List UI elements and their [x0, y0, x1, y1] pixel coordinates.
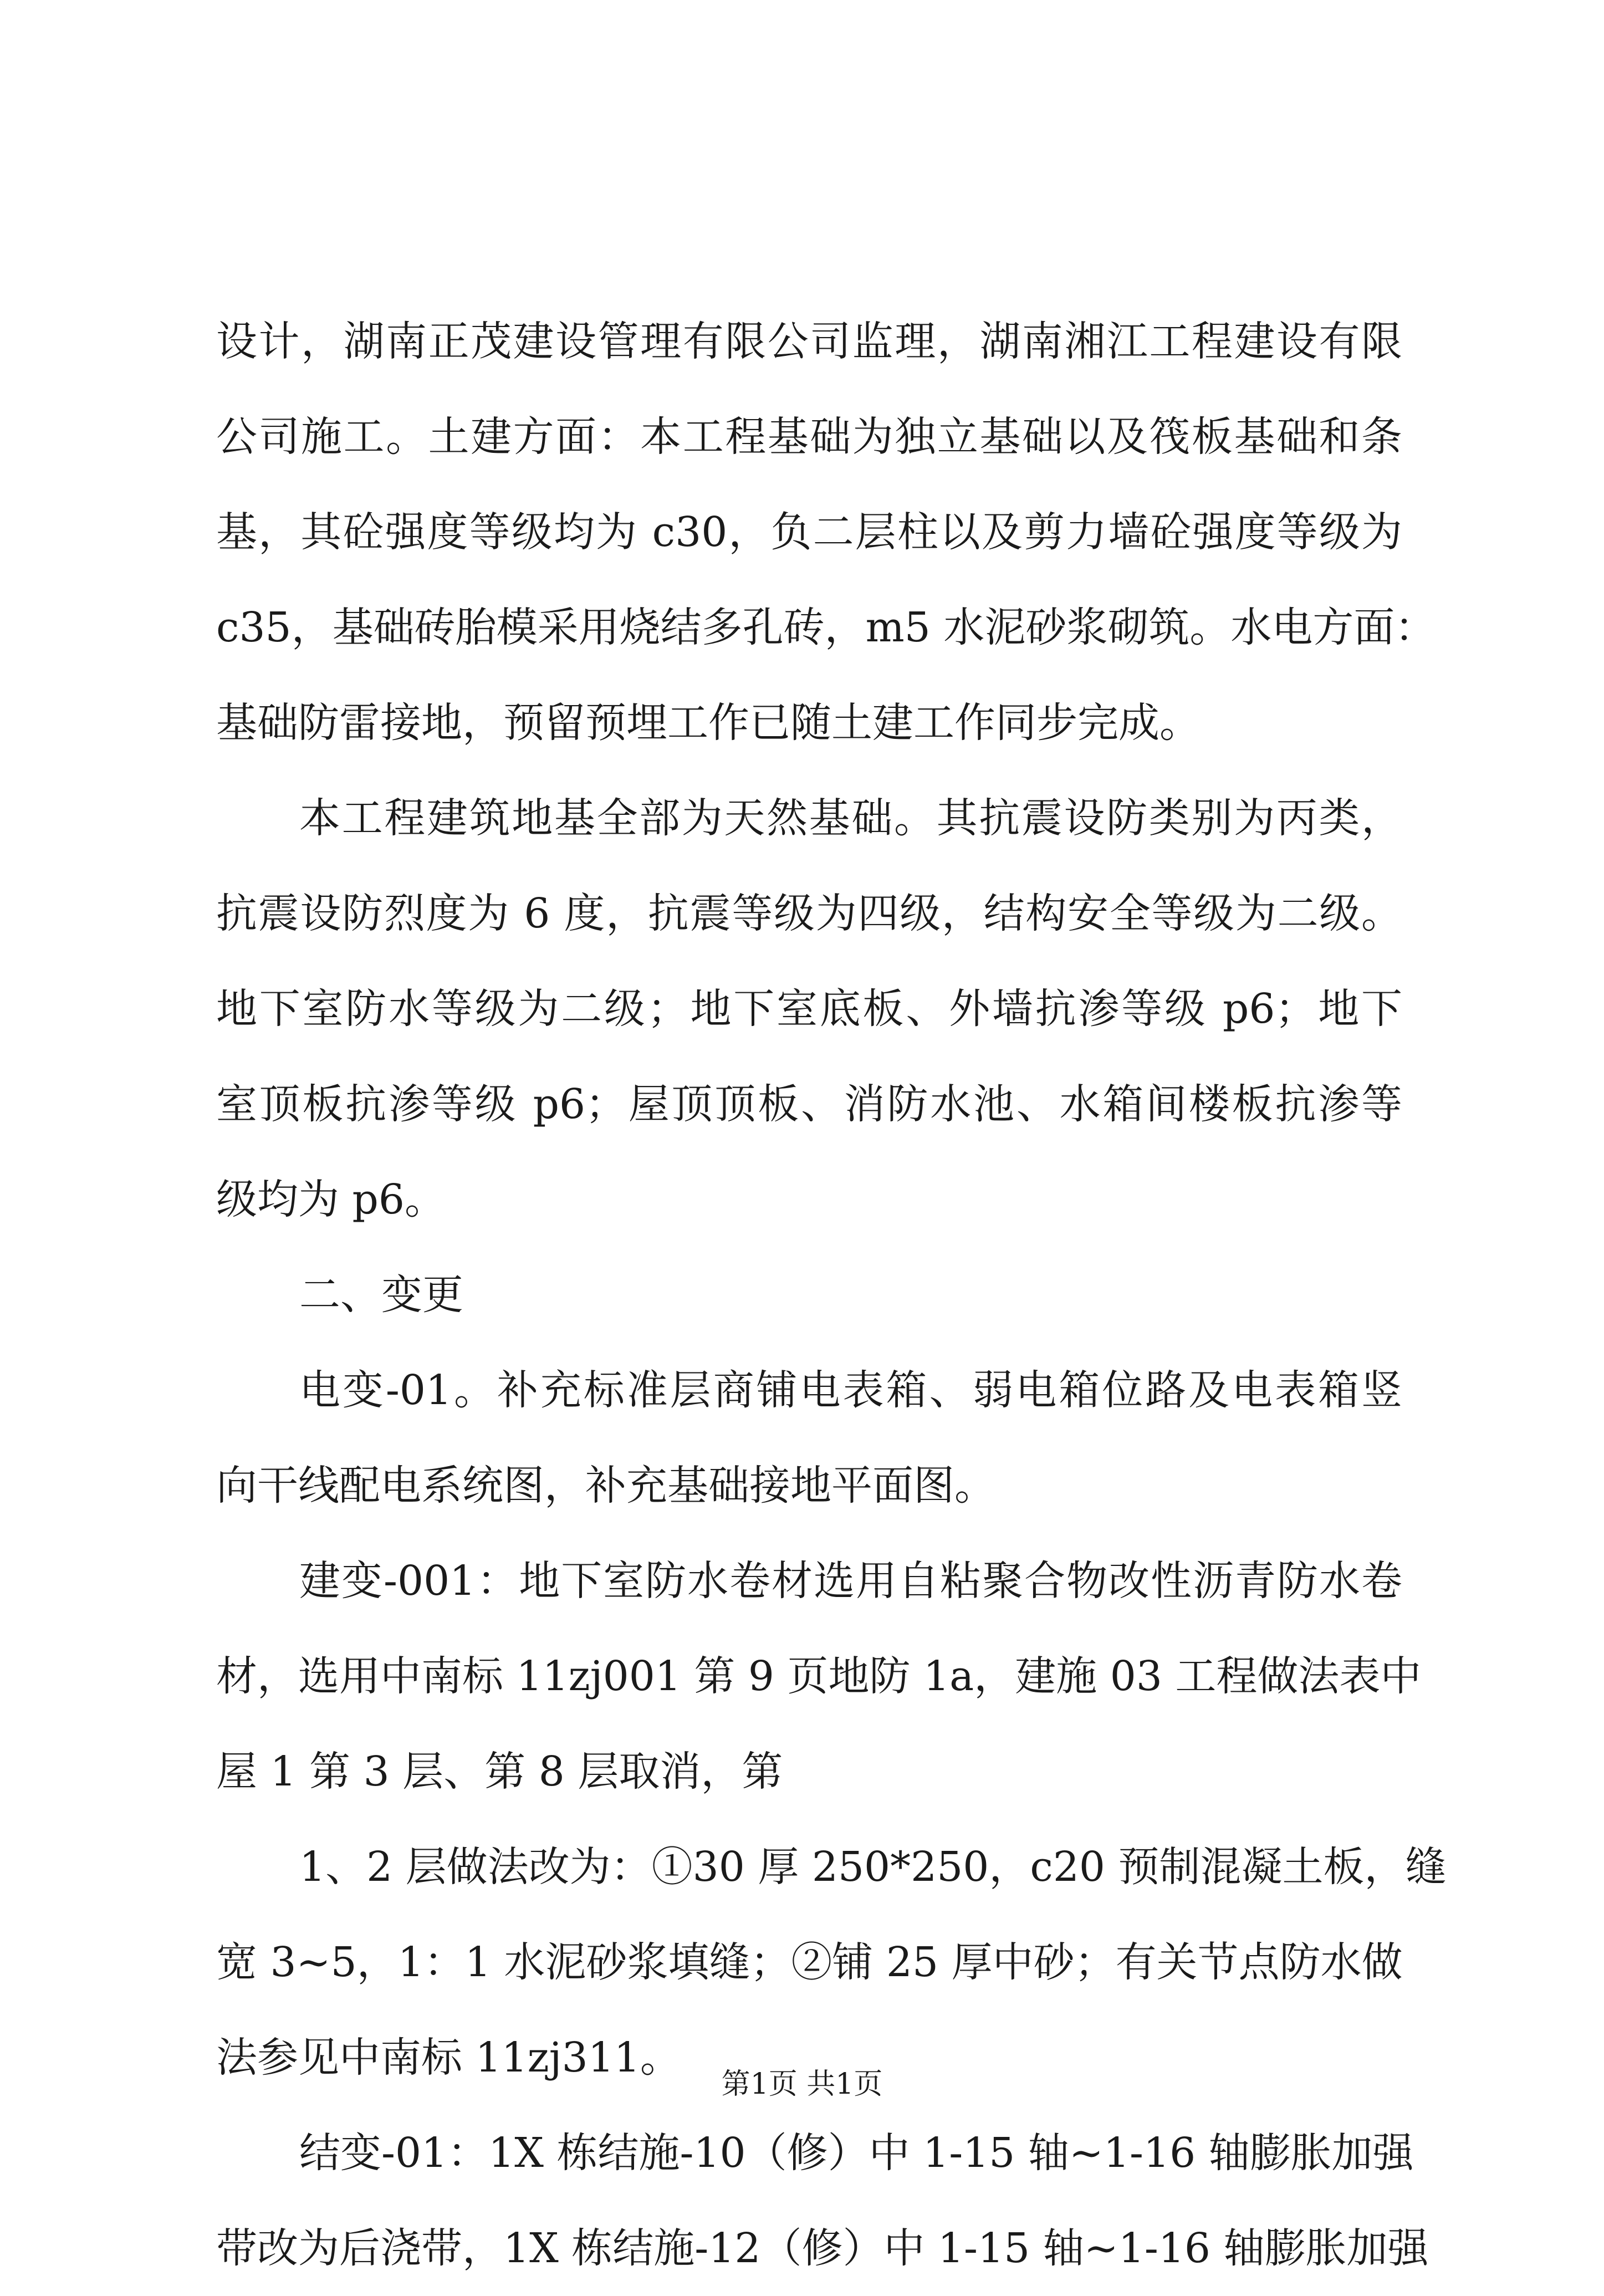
- page-footer: 第1页 共1页: [721, 2068, 883, 2101]
- text-line: 地下室防水等级为二级；地下室底板、外墙抗渗等级 p6；地下: [216, 985, 1402, 1033]
- text-line: 材，选用中南标 11zj001 第 9 页地防 1a，建施 03 工程做法表中: [216, 1652, 1422, 1700]
- text-line: 屋 1 第 3 层、第 8 层取消，第: [216, 1748, 783, 1795]
- text-line: 公司施工。土建方面：本工程基础为独立基础以及筏板基础和条: [216, 413, 1402, 461]
- text-line: 宽 3~5，1：1 水泥砂浆填缝；②铺 25 厚中砂；有关节点防水做: [216, 1938, 1403, 1986]
- text-line: 室顶板抗渗等级 p6；屋顶顶板、消防水池、水箱间楼板抗渗等: [216, 1080, 1402, 1128]
- text-line: 基础防雷接地，预留预埋工作已随土建工作同步完成。: [216, 699, 1201, 747]
- text-line: 结变-01：1X 栋结施-10（修）中 1-15 轴~1-16 轴膨胀加强: [299, 2129, 1414, 2177]
- text-line: c35，基础砖胎模采用烧结多孔砖，m5 水泥砂浆砌筑。水电方面：: [216, 604, 1436, 651]
- text-line: 向干线配电系统图，补充基础接地平面图。: [216, 1462, 995, 1509]
- text-line: 抗震设防烈度为 6 度，抗震等级为四级，结构安全等级为二级。: [216, 890, 1402, 937]
- document-body: [216, 294, 1447, 2296]
- text-line: 1、2 层做法改为：①30 厚 250*250，c20 预制混凝土板，缝: [299, 1843, 1447, 1891]
- text-line: 级均为 p6。: [216, 1176, 446, 1223]
- text-line: 带改为后浇带，1X 栋结施-12（修）中 1-15 轴~1-16 轴膨胀加强: [216, 2224, 1429, 2272]
- text-line: 建变-001：地下室防水卷材选用自粘聚合物改性沥青防水卷: [299, 1557, 1402, 1605]
- text-line: 法参见中南标 11zj311。: [216, 2034, 681, 2081]
- text-line: 电变-01。补充标准层商铺电表箱、弱电箱位路及电表箱竖: [299, 1366, 1402, 1414]
- text-line: 设计，湖南正茂建设管理有限公司监理，湖南湘江工程建设有限: [216, 318, 1402, 365]
- text-line: 本工程建筑地基全部为天然基础。其抗震设防类别为丙类，: [299, 794, 1402, 842]
- text-line: 基，其砼强度等级均为 c30，负二层柱以及剪力墙砼强度等级为: [216, 508, 1402, 556]
- section-heading: 二、变更: [299, 1271, 463, 1319]
